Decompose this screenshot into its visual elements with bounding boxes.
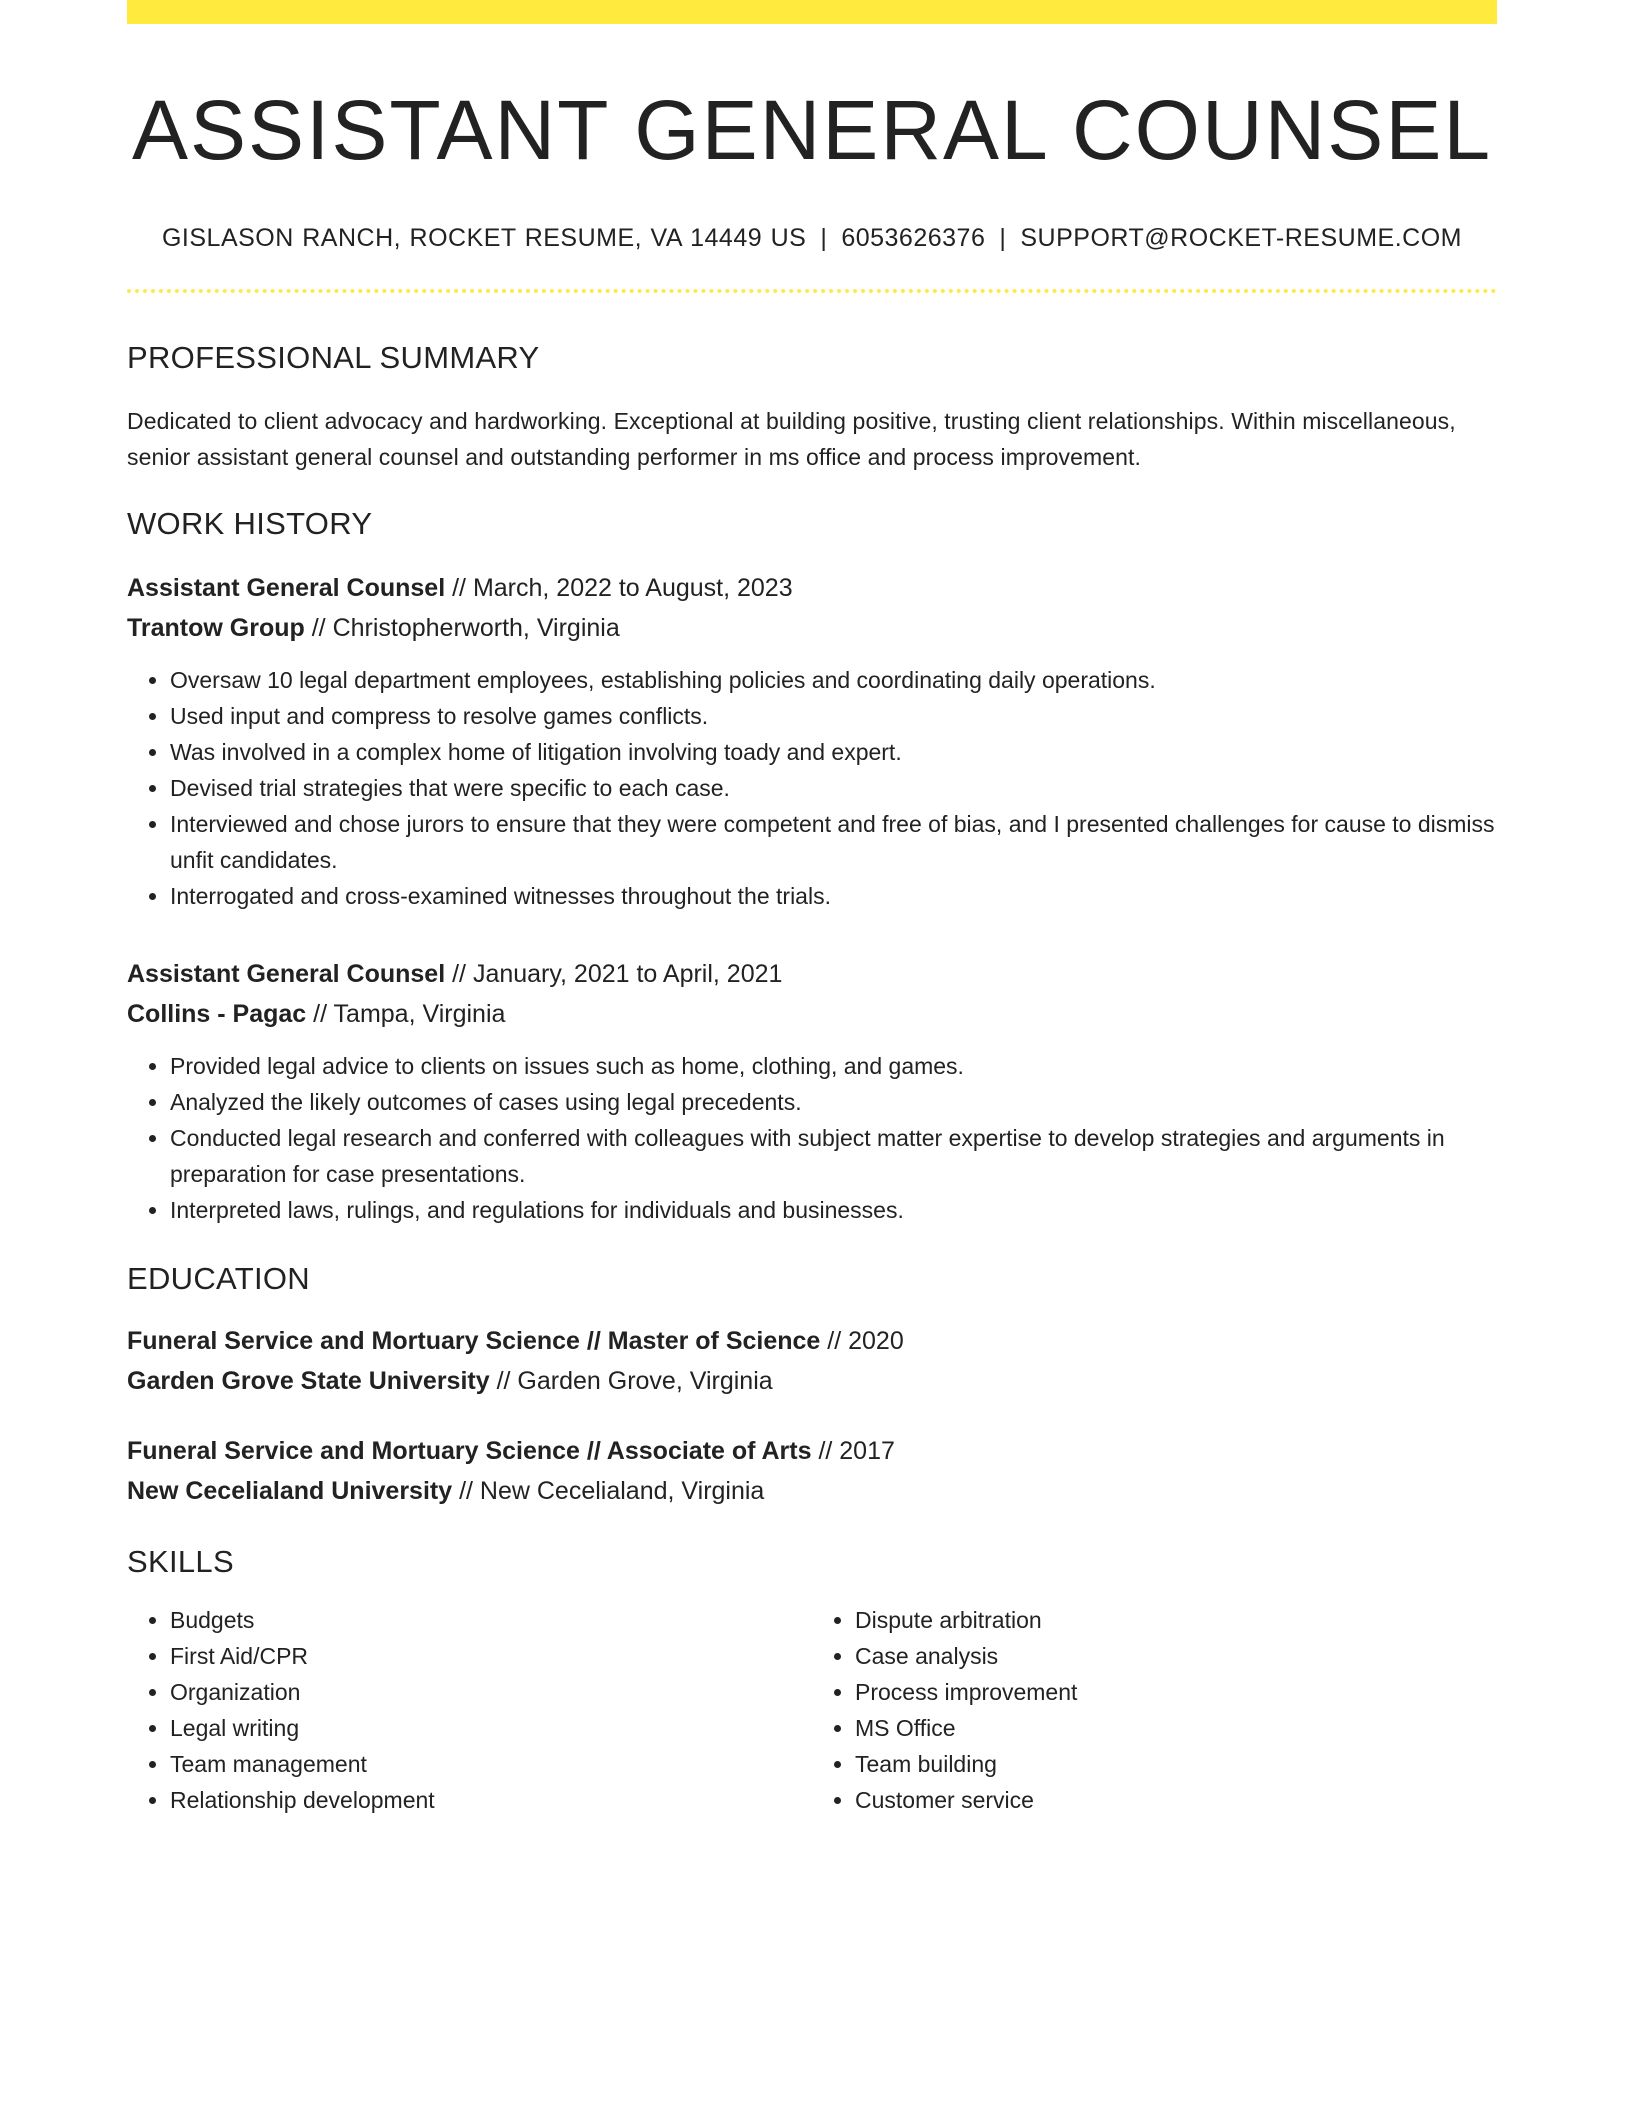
- skill-item: • Customer service: [855, 1782, 1497, 1818]
- contact-phone: 6053626376: [841, 224, 986, 253]
- degree: Funeral Service and Mortuary Science // Associate of Arts: [127, 1436, 812, 1465]
- skill-item: • First Aid/CPR: [170, 1638, 812, 1674]
- education-heading: EDUCATION: [127, 1260, 310, 1296]
- job-dates: // January, 2021 to April, 2021: [445, 959, 783, 988]
- job-dates: // March, 2022 to August, 2023: [445, 573, 793, 602]
- skill-item: • Relationship development: [170, 1782, 812, 1818]
- job-company-line: [127, 994, 1497, 1034]
- accent-bar: [127, 0, 1497, 24]
- job-location: // Tampa, Virginia: [306, 999, 506, 1028]
- contact-address: GISLASON RANCH, ROCKET RESUME, VA 14449 US: [161, 224, 807, 253]
- skill-item: • Budgets: [170, 1602, 812, 1638]
- education-entry: [127, 1431, 1497, 1511]
- job-bullet: • Used input and compress to resolve games conflicts.: [170, 698, 1497, 734]
- skills-heading: SKILLS: [127, 1543, 234, 1579]
- skill-item: • Process improvement: [855, 1674, 1497, 1710]
- degree-line: [127, 1431, 1497, 1471]
- job-entry: [127, 954, 1497, 1228]
- school-line: [127, 1361, 1497, 1401]
- job-bullet: • Analyzed the likely outcomes of cases using legal precedents.: [170, 1084, 1497, 1120]
- job-bullets: [127, 1048, 1497, 1228]
- school-location: // Garden Grove, Virginia: [489, 1366, 773, 1395]
- contact-separator: |: [820, 224, 828, 253]
- job-bullet: • Provided legal advice to clients on issues such as home, clothing, and games.: [170, 1048, 1497, 1084]
- school-line: [127, 1471, 1497, 1511]
- job-bullet: • Devised trial strategies that were specific to each case.: [170, 770, 1497, 806]
- job-title: Assistant General Counsel: [127, 959, 446, 988]
- job-company: Collins - Pagac: [127, 999, 307, 1028]
- job-bullet: • Oversaw 10 legal department employees, establishing policies and coordinating daily operations.: [170, 662, 1497, 698]
- dotted-divider: [127, 289, 1497, 293]
- contact-email: SUPPORT@ROCKET-RESUME.COM: [1020, 224, 1462, 253]
- skill-item: • Case analysis: [855, 1638, 1497, 1674]
- work-history-heading: WORK HISTORY: [127, 505, 373, 541]
- job-bullets: [127, 662, 1497, 914]
- job-bullet: • Interrogated and cross-examined witnesses throughout the trials.: [170, 878, 1497, 914]
- skills-list-left: [127, 1602, 812, 1818]
- contact-line: [127, 224, 1497, 253]
- school: New Cecelialand University: [127, 1476, 453, 1505]
- skills-list-right: [812, 1602, 1497, 1818]
- job-title-line: [127, 954, 1497, 994]
- education-entry: [127, 1321, 1497, 1401]
- summary-heading: PROFESSIONAL SUMMARY: [127, 340, 540, 376]
- job-company: Trantow Group: [127, 613, 305, 642]
- degree: Funeral Service and Mortuary Science // Master of Science: [127, 1326, 821, 1355]
- skills-columns: [127, 1602, 1497, 1818]
- skill-item: • Legal writing: [170, 1710, 812, 1746]
- skill-item: • Team building: [855, 1746, 1497, 1782]
- skill-item: • MS Office: [855, 1710, 1497, 1746]
- school-location: // New Cecelialand, Virginia: [452, 1476, 765, 1505]
- job-title-line: [127, 568, 1497, 608]
- job-entry: [127, 568, 1497, 914]
- contact-separator: |: [999, 224, 1007, 253]
- skill-item: • Team management: [170, 1746, 812, 1782]
- skill-item: • Organization: [170, 1674, 812, 1710]
- job-company-line: [127, 608, 1497, 648]
- resume-page: [127, 0, 1497, 1818]
- resume-title: ASSISTANT GENERAL COUNSEL: [131, 83, 1493, 177]
- skill-item: • Dispute arbitration: [855, 1602, 1497, 1638]
- job-bullet: • Was involved in a complex home of litigation involving toady and expert.: [170, 734, 1497, 770]
- job-bullet: • Conducted legal research and conferred with colleagues with subject matter expertise to develop strategies and arguments in preparation for case presentations.: [170, 1120, 1497, 1192]
- degree-line: [127, 1321, 1497, 1361]
- job-title: Assistant General Counsel: [127, 573, 446, 602]
- job-bullet: • Interviewed and chose jurors to ensure that they were competent and free of bias, and I presented challenges for cause to dismiss unfit candidates.: [170, 806, 1497, 878]
- school: Garden Grove State University: [127, 1366, 490, 1395]
- job-location: // Christopherworth, Virginia: [304, 613, 620, 642]
- summary-text: Dedicated to client advocacy and hardworking. Exceptional at building positive, trusting client relationships. Within miscellaneous, senior assistant general counsel and outstanding performer in ms office and process improvement.: [127, 407, 1456, 470]
- degree-year: // 2017: [811, 1436, 895, 1465]
- job-bullet: • Interpreted laws, rulings, and regulations for individuals and businesses.: [170, 1192, 1497, 1228]
- degree-year: // 2020: [820, 1326, 904, 1355]
